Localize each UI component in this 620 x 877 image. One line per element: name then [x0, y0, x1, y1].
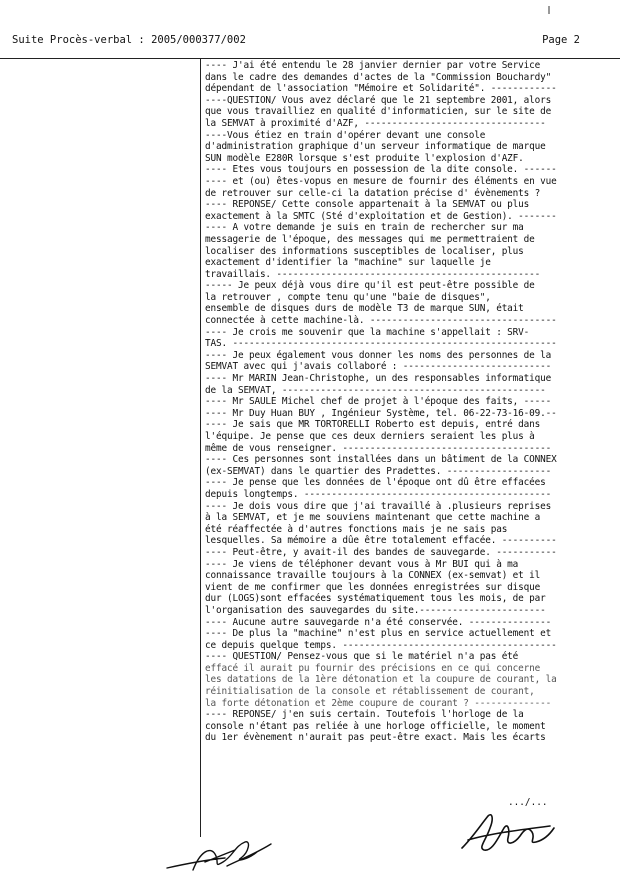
statement-line: ---- Je dois vous dire que j'ai travaillé à .plusieurs reprises	[205, 500, 552, 512]
statement-line: dépendant de l'association "Mémoire et Solidarité". ------------	[205, 83, 557, 95]
statement-line: même de vous renseigner. --------------------------------------	[205, 442, 552, 454]
statement-line: dur (LOGS)sont effacées systématiquement tous les mois, de par	[205, 593, 546, 605]
statement-line: ---- A votre demande je suis en train de rechercher sur ma	[205, 222, 524, 234]
statement-line: ---- Aucune autre sauvegarde n'a été conservée. ---------------	[205, 616, 552, 628]
margin-rule	[200, 59, 201, 837]
statement-line: ----Vous étiez en train d'opérer devant une console	[205, 129, 486, 141]
statement-line: la retrouver , compte tenu qu'une "baie de disques",	[205, 291, 491, 303]
statement-line: SEMVAT avec qui j'avais collaboré : ---------------------------	[205, 361, 552, 373]
statement-line: travaillais. ------------------------------------------------	[205, 268, 541, 280]
statement-line: ---- REPONSE/ Cette console appartenait à la SEMVAT ou plus	[205, 199, 530, 211]
statement-line: l'organisation des sauvegardes du site.-----------------------	[205, 604, 546, 616]
statement-line: ---- Je sais que MR TORTORELLI Roberto est depuis, entré dans	[205, 419, 541, 431]
statement-line: connaissance travaille toujours à la CONNEX (ex-semvat) et il	[205, 570, 541, 582]
statement-line: exactement à la SMTC (Sté d'exploitation et de Gestion). -------	[205, 210, 557, 222]
statement-body	[205, 60, 605, 744]
statement-line: ---- Je crois me souvenir que la machine s'appellait : SRV-	[205, 326, 530, 338]
statement-line: ---- Etes vous toujours en possession de la dite console. ------	[205, 164, 557, 176]
statement-line: messagerie de l'époque, des messages qui me permettraient de	[205, 233, 535, 245]
statement-line: l'équipe. Je pense que ces deux derniers seraient les plus à	[205, 431, 535, 442]
page-header	[12, 34, 612, 50]
signature-right	[458, 808, 558, 856]
statement-line: exactement d'identifier la "machine" sur laquelle je	[205, 257, 491, 269]
statement-line: la SEMVAT à proximité d'AZF, ---------------------------------	[205, 117, 546, 129]
statement-line: ----QUESTION/ Vous avez déclaré que le 21 septembre 2001, alors	[205, 94, 552, 106]
statement-line: ---- et (ou) êtes-vopus en mesure de fournir des éléments en vue	[205, 175, 557, 187]
statement-line: ---- Je viens de téléphoner devant vous à Mr BUI qui à ma	[205, 558, 519, 570]
statement-line: localiser des informations susceptibles de localiser, plus	[205, 245, 524, 257]
statement-line: de retrouver sur celle-ci la datation précise d' évènements ?	[205, 187, 541, 199]
statement-line: réinitialisation de la console et rétablissement de courant,	[205, 686, 535, 698]
statement-line: dans le cadre des demandes d'actes de la "Commission Bouchardy"	[205, 71, 552, 83]
statement-line: (ex-SEMVAT) dans le quartier des Pradettes. -------------------	[205, 465, 552, 477]
statement-line: été réaffectée à d'autres fonctions mais je ne sais pas	[205, 523, 508, 535]
statement-line: SUN modèle E280R lorsque s'est produite l'explosion d'AZF.	[205, 152, 524, 164]
signature-left	[165, 832, 275, 874]
statement-line: ce depuis quelque temps. ---------------------------------------	[205, 639, 557, 651]
continuation-mark: .../...	[508, 797, 548, 808]
statement-line: ---- Je pense que les données de l'époque ont dû être effacées	[205, 477, 546, 489]
statement-line: de la SEMVAT, ------------------------------------------------	[205, 384, 546, 396]
statement-line: ---- Peut-être, y avait-il des bandes de sauvegarde. -----------	[205, 546, 557, 558]
statement-line: que vous travailliez en qualité d'informaticien, sur le site de	[205, 106, 552, 118]
statement-line: d'administration graphique d'un serveur informatique de marque	[205, 141, 546, 153]
statement-line: du 1er évènement n'aurait pas peut-être exact. Mais les écarts	[205, 732, 546, 744]
statement-line: ---- REPONSE/ j'en suis certain. Toutefois l'horloge de la	[205, 709, 524, 721]
statement-line: ---- De plus la "machine" n'est plus en service actuellement et	[205, 628, 552, 640]
statement-line: vient de me confirmer que les données enregistrées sur disque	[205, 581, 541, 593]
statement-line: TAS. -----------------------------------------------------------	[205, 338, 557, 350]
statement-line: la forte détonation et 2ème coupure de courant ? --------------	[205, 697, 552, 709]
statement-line: effacé il aurait pu fournir des précisions en ce qui concerne	[205, 662, 541, 674]
statement-line: les datations de la 1ère détonation et la coupure de courant, la	[205, 674, 557, 686]
statement-line: ---- QUESTION/ Pensez-vous que si le matériel n'a pas été	[205, 651, 519, 663]
header-rule	[0, 58, 620, 59]
statement-line: ---- Ces personnes sont installées dans un bâtiment de la CONNEX	[205, 454, 557, 466]
statement-line: ---- J'ai été entendu le 28 janvier dernier par votre Service	[205, 60, 541, 71]
statement-line: depuis longtemps. ---------------------------------------------	[205, 488, 552, 500]
statement-line: ---- Mr MARIN Jean-Christophe, un des responsables informatique	[205, 373, 552, 385]
statement-line: connectée à cette machine-là. ----------------------------------	[205, 315, 557, 327]
statement-line: lesquelles. Sa mémoire a dûe être totalement effacée. ----------	[205, 535, 557, 547]
page-number: Page 2	[542, 34, 580, 46]
statement-line: console n'étant pas reliée à une horloge officielle, le moment	[205, 720, 546, 732]
statement-line: à la SEMVAT, et je me souviens maintenant que cette machine a	[205, 512, 541, 524]
statement-line: ---- Je peux également vous donner les noms des personnes de la	[205, 349, 552, 361]
statement-line: ----- Je peux déjà vous dire qu'il est peut-être possible de	[205, 280, 535, 292]
scan-mark	[548, 6, 550, 14]
statement-line: ---- Mr Duy Huan BUY , Ingénieur Système, tel. 06-22-73-16-09.--	[205, 407, 557, 419]
statement-line: ensemble de disques durs de modèle T3 de marque SUN, était	[205, 303, 524, 315]
statement-line: ---- Mr SAULE Michel chef de projet à l'époque des faits, -----	[205, 396, 552, 408]
document-reference: Suite Procès-verbal : 2005/000377/002	[12, 34, 246, 46]
